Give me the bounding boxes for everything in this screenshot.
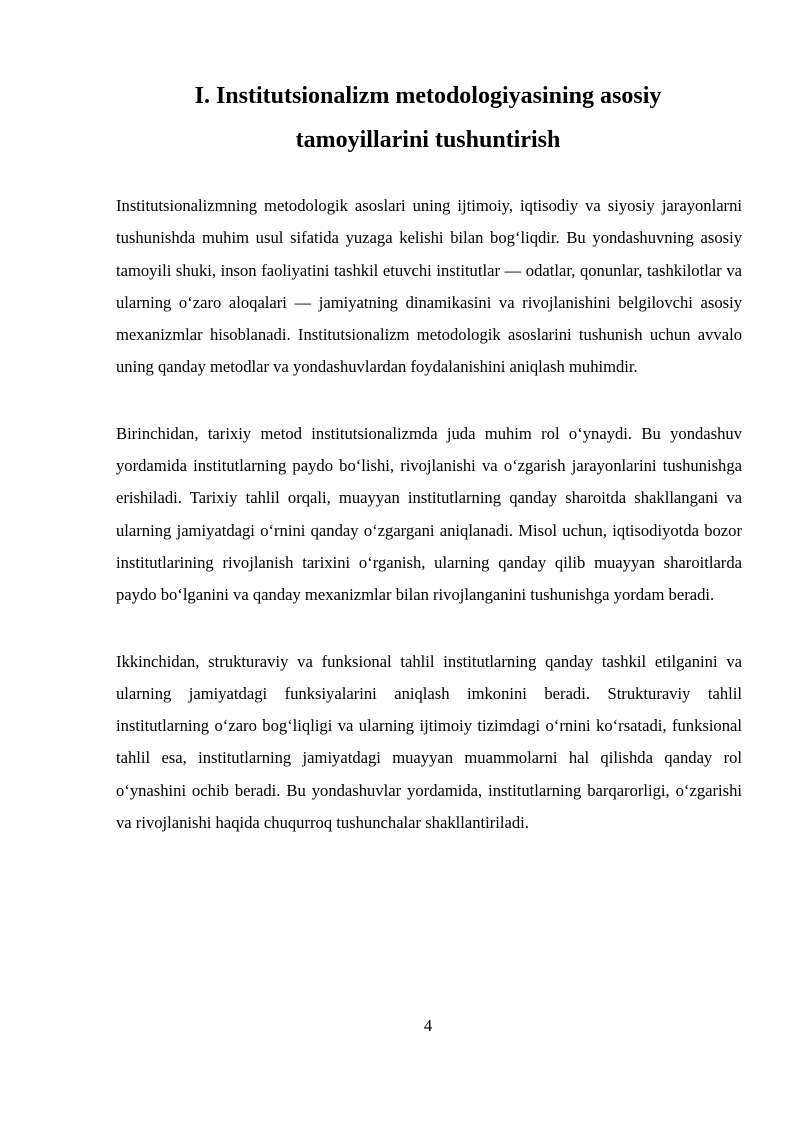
page-number: 4 [423, 1016, 433, 1035]
title-line-1: I. Institutsionalizm metodologiyasining asosiy [194, 83, 662, 109]
title-line-2: tamoyillarini tushuntirish [295, 127, 561, 153]
paragraph-2: Birinchidan, tarixiy metod institutsionalizmda juda muhim rol o‘ynaydi. Bu yondashuv yordamida institutlarning paydo bo‘lishi, rivojlanishi va o‘zgarish jarayonlarini tushunishga erishiladi. Tarixiy tahlil orqali, muayyan institutlarning qanday sharoitda shakllangani va ularning jamiyatdagi o‘rnini qanday o‘zgargani aniqlanadi. Misol uchun, iqtisodiyotda bozor institutlarining rivojlanish tarixini o‘rganish, ularning qanday qilib muayyan sharoitlarda paydo bo‘lganini va qanday mexanizmlar bilan rivojlanganini tushunishga yordam beradi. [116, 423, 742, 605]
paragraph-3: Ikkinchidan, strukturaviy va funksional tahlil institutlarning qanday tashkil etilganini va ularning jamiyatdagi funksiyalarini aniqlash imkonini beradi. Strukturaviy tahlil institutlarning o‘zaro bog‘liqligi va ularning ijtimoiy tizimdagi o‘rnini ko‘rsatadi, funksional tahlil esa, institutlarning jamiyatdagi muayyan muammolarni hal qilishda qanday rol o‘ynashini ochib beradi. Bu yondashuvlar yordamida, institutlarning barqarorligi, o‘zgarishi va rivojlanishi haqida chuqurroq tushunchalar shakllantiriladi. [116, 651, 742, 833]
body-text [116, 190, 742, 873]
page-title [90, 74, 766, 162]
paragraph-1: Institutsionalizmning metodologik asoslari uning ijtimoiy, iqtisodiy va siyosiy jarayonlarni tushunishda muhim usul sifatida yuzaga kelishi bilan bog‘liqdir. Bu yondashuvning asosiy tamoyili shuki, inson faoliyatini tashkil etuvchi institutlar — odatlar, qonunlar, tashkilotlar va ularning o‘zaro aloqalari — jamiyatning dinamikasini va rivojlanishini belgilovchi asosiy mexanizmlar hisoblanadi. Institutsionalizm metodologik asoslarini tushunish uchun avvalo uning qanday metodlar va yondashuvlardan foydalanishini aniqlash muhimdir. [116, 196, 742, 377]
